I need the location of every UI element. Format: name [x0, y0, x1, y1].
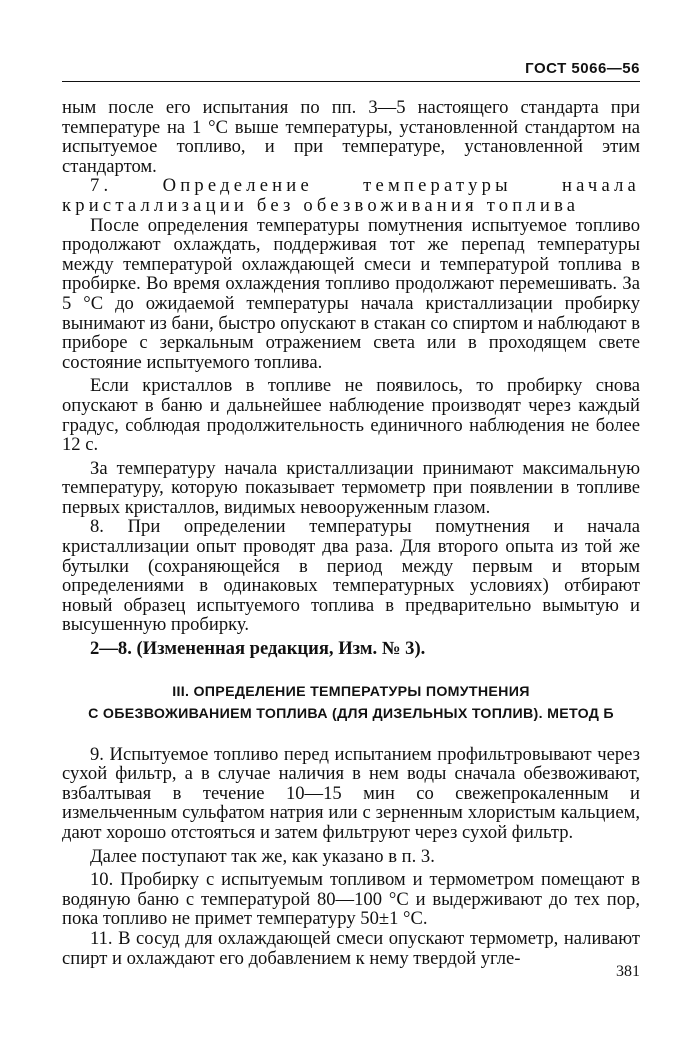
clause-8-paragraph: 8. При определении температуры помутнения и начала кристаллизации опыт проводят два раза. Для второго опыта из той же бутылки (сохраняющейся в период между первым и вторым определениями в одинаковых температурных условиях) отбирают новый образец испытуемого топлива в предварительно вымытую и высушенную пробирку.	[62, 516, 640, 636]
section-title-line-1: III. ОПРЕДЕЛЕНИЕ ТЕМПЕРАТУРЫ ПОМУТНЕНИЯ	[172, 683, 530, 700]
clause-9-paragraph-2: Далее поступают так же, как указано в п. 3.	[90, 845, 435, 867]
paragraph-continuation: ным после его испытания по пп. 3—5 настоящего стандарта при температуре на 1 °С выше температуры, установленной стандартом на испытуемое топливо, и при температуре, установленной этим стандартом.	[62, 97, 640, 177]
amendment-note: 2—8. (Измененная редакция, Изм. № 3).	[90, 638, 426, 660]
clause-7-heading: 7. Определение температуры начала кристаллизации без обезвоживания топлива	[62, 175, 640, 216]
section-3-title	[62, 681, 640, 725]
clause-7-paragraph-1: После определения температуры помутнения испытуемое топливо продолжают охлаждать, поддерживая тот же перепад температуры между температурой охлаждающей смеси и температурой топлива в пробирке. Во время охлаждения топливо продолжают перемешивать. За 5 °С до ожидаемой температуры начала кристаллизации пробирку вынимают из бани, быстро опускают в стакан со спиртом и наблюдают в приборе с зеркальным отражением света или в проходящем свете состояние испытуемого топлива.	[62, 214, 640, 373]
clause-10-paragraph: 10. Пробирку с испытуемым топливом и термометром помещают в водяную баню с температурой 80—100 °С и выдерживают до тех пор, пока топливо не примет температуру 50±1 °С.	[62, 869, 640, 930]
clause-9-paragraph: 9. Испытуемое топливо перед испытанием профильтровывают через сухой фильтр, а в случае наличия в нем воды сначала обезвоживают, взбалтывая в течение 10—15 мин со свежепрокаленным и измельченным сульфатом натрия или с зерненным хлористым кальцием, дают хорошо отстояться и затем фильтруют через сухой фильтр.	[62, 743, 640, 843]
clause-11-paragraph: 11. В сосуд для охлаждающей смеси опускают термометр, наливают спирт и охлаждают его добавлением к нему твердой угле-	[62, 927, 640, 969]
page-number: 381	[616, 963, 640, 980]
clause-7-paragraph-2: Если кристаллов в топливе не появилось, то пробирку снова опускают в баню и дальнейшее наблюдение производят через каждый градус, соблюдая продолжительность единичного наблюдения не более 12 с.	[62, 375, 640, 456]
standard-header: ГОСТ 5066—56	[62, 60, 640, 82]
section-title-line-2: С ОБЕЗВОЖИВАНИЕМ ТОПЛИВА (ДЛЯ ДИЗЕЛЬНЫХ ТОПЛИВ). МЕТОД Б	[88, 705, 614, 722]
clause-7-paragraph-3: За температуру начала кристаллизации принимают максимальную температуру, которую показывает термометр при появлении в топливе первых кристаллов, видимых невооруженным глазом.	[62, 457, 640, 518]
document-body	[62, 98, 640, 968]
